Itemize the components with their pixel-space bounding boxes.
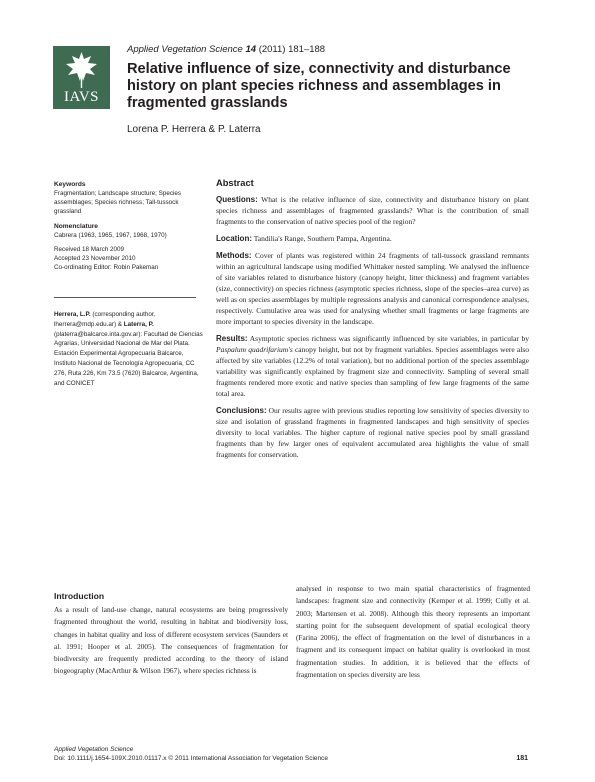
- journal-name: Applied Vegetation Science: [127, 44, 243, 55]
- abstract-methods: Methods: Cover of plants was registered within 24 fragments of tall-tussock grassland remnants within an agricultural landscape using modified Whittaker nested sampling. We analysed the influence of site variables related to disturbance history (canopy height, litter thickness) and fragment variables (size, connectivity) on species richness (asymptotic species richness, slope of the species–area curve) as well as on species assemblages by multiple regressions analysis and canonical correspondence analyses, respectively. Cumulative area was used for analysing whether small fragments or large fragments are more important to species diversity in the landscape.: [216, 251, 529, 326]
- article-authors: Lorena P. Herrera & P. Laterra: [127, 124, 261, 135]
- body-column-right: [296, 583, 530, 681]
- received-date: Received 18 March 2009: [54, 246, 125, 254]
- author-affiliations: Herrera, L.P. (corresponding author, lherrera@mdp.edu.ar) & Laterra, P. (platerra@balcarce.inta.gov.ar): Facultad de Ciencias Agrarias, Universidad Nacional de Mar del Plata. Estación Experimental Agropecuaria Balcarce, Instituto Nacional de Tecnología Agropecuaria, CC 276, Ruta 226, Km 73.5 (7620) Balcarce, Argentina, and CONICET: [54, 311, 203, 387]
- page-number: 181: [516, 755, 528, 762]
- page-footer: [54, 745, 528, 763]
- abstract-location: Location: Tandilia's Range, Southern Pampa, Argentina.: [216, 234, 392, 243]
- body-column-left: [54, 604, 288, 678]
- footer-doi: Doi: 10.1111/j.1654-109X.2010.01117.x © 2011 International Association for Vegetation Science: [54, 755, 329, 762]
- journal-year-pages: (2011) 181–188: [258, 44, 326, 55]
- article-sidebar: [54, 181, 204, 273]
- nomenclature-heading: Nomenclature: [54, 222, 98, 230]
- journal-volume: 14: [245, 44, 257, 55]
- accepted-date: Accepted 23 November 2010: [54, 255, 136, 263]
- article-title: Relative influence of size, connectivity and disturbance history on plant species richness and assemblages in fragmented grasslands: [127, 61, 511, 111]
- coordinating-editor: Co-ordinating Editor: Robin Pakeman: [54, 264, 159, 272]
- leaf-icon: [64, 51, 99, 89]
- abstract-conclusions: Conclusions: Our results agree with previous studies reporting low sensitivity of species diversity to size and isolation of grassland fragments in fragmented landscapes and high sensitivity of species diversity to local variables. The higher capture of regional native species pool by small grassland fragments than by few larger ones of equivalent accumulated area highlights the value of small fragments for conservation.: [216, 406, 529, 459]
- keywords-heading: Keywords: [54, 181, 86, 188]
- sidebar-divider: [54, 297, 196, 298]
- abstract-results: Results: Asymptotic species richness was significantly influenced by site variables, in particular by Paspalum quadrifarium's canopy height, but not by fragment variables. Species assemblages were also affected by site variables (12.2% of total variation), but no additional portion of the species assemblage variability was significantly explained by fragment size and connectivity. Sampling of several small fragments rendered more exotic and native species than sampling of few large fragments of the same total area.: [216, 334, 530, 398]
- abstract-section: [216, 178, 529, 466]
- author2-name: Laterra, P.: [123, 320, 154, 328]
- abstract-heading: Abstract: [216, 178, 254, 188]
- footer-journal: Applied Vegetation Science: [54, 746, 134, 753]
- intro-paragraph-left: As a result of land-use change, natural ecosystems are being progressively fragmented throughout the world, resulting in habitat and biodiversity loss, changes in habitat quality and loss of different ecosystem services (Saunders et al. 1991; Hooper et al. 2005). The consequences of fragmentation for biodiversity are frequently predicted according to the theory of island biogeography (MacArthur & Wilson 1967), where species richness is: [54, 605, 288, 676]
- nomenclature-text: Cabrera (1963, 1965, 1967, 1968, 1970): [54, 231, 167, 239]
- intro-paragraph-right: analysed in response to two main spatial characteristics of fragmented landscapes: fragment size and connectivity (Kemper et al. 1999; Cully et al. 2003; Martensen et al. 2008). Although this theory represents an important starting point for the subsequent development of spatial ecological theory (Farina 2006), the effect of fragmentation on the level of disturbances in a fragment and its consequent impact on habitat quality is overlooked in most fragmentation studies. In addition, it is believed that the effects of fragmentation on species diversity are less: [296, 584, 530, 680]
- keywords-text: Fragmentation; Landscape structure; Species assemblages; Species richness; Tall-tussock grassland: [54, 189, 182, 215]
- iavs-logo: [53, 46, 110, 109]
- journal-citation: [127, 44, 325, 55]
- introduction-heading: Introduction: [54, 591, 105, 601]
- abstract-questions: Questions: What is the relative influence of size, connectivity and disturbance history on plant species richness and assemblages of fragmented grasslands? What is the contribution of small fragments to the conservation of native species pool of the region?: [216, 195, 529, 226]
- author1-name: Herrera, L.P.: [54, 311, 91, 318]
- logo-text: IAVS: [63, 89, 100, 105]
